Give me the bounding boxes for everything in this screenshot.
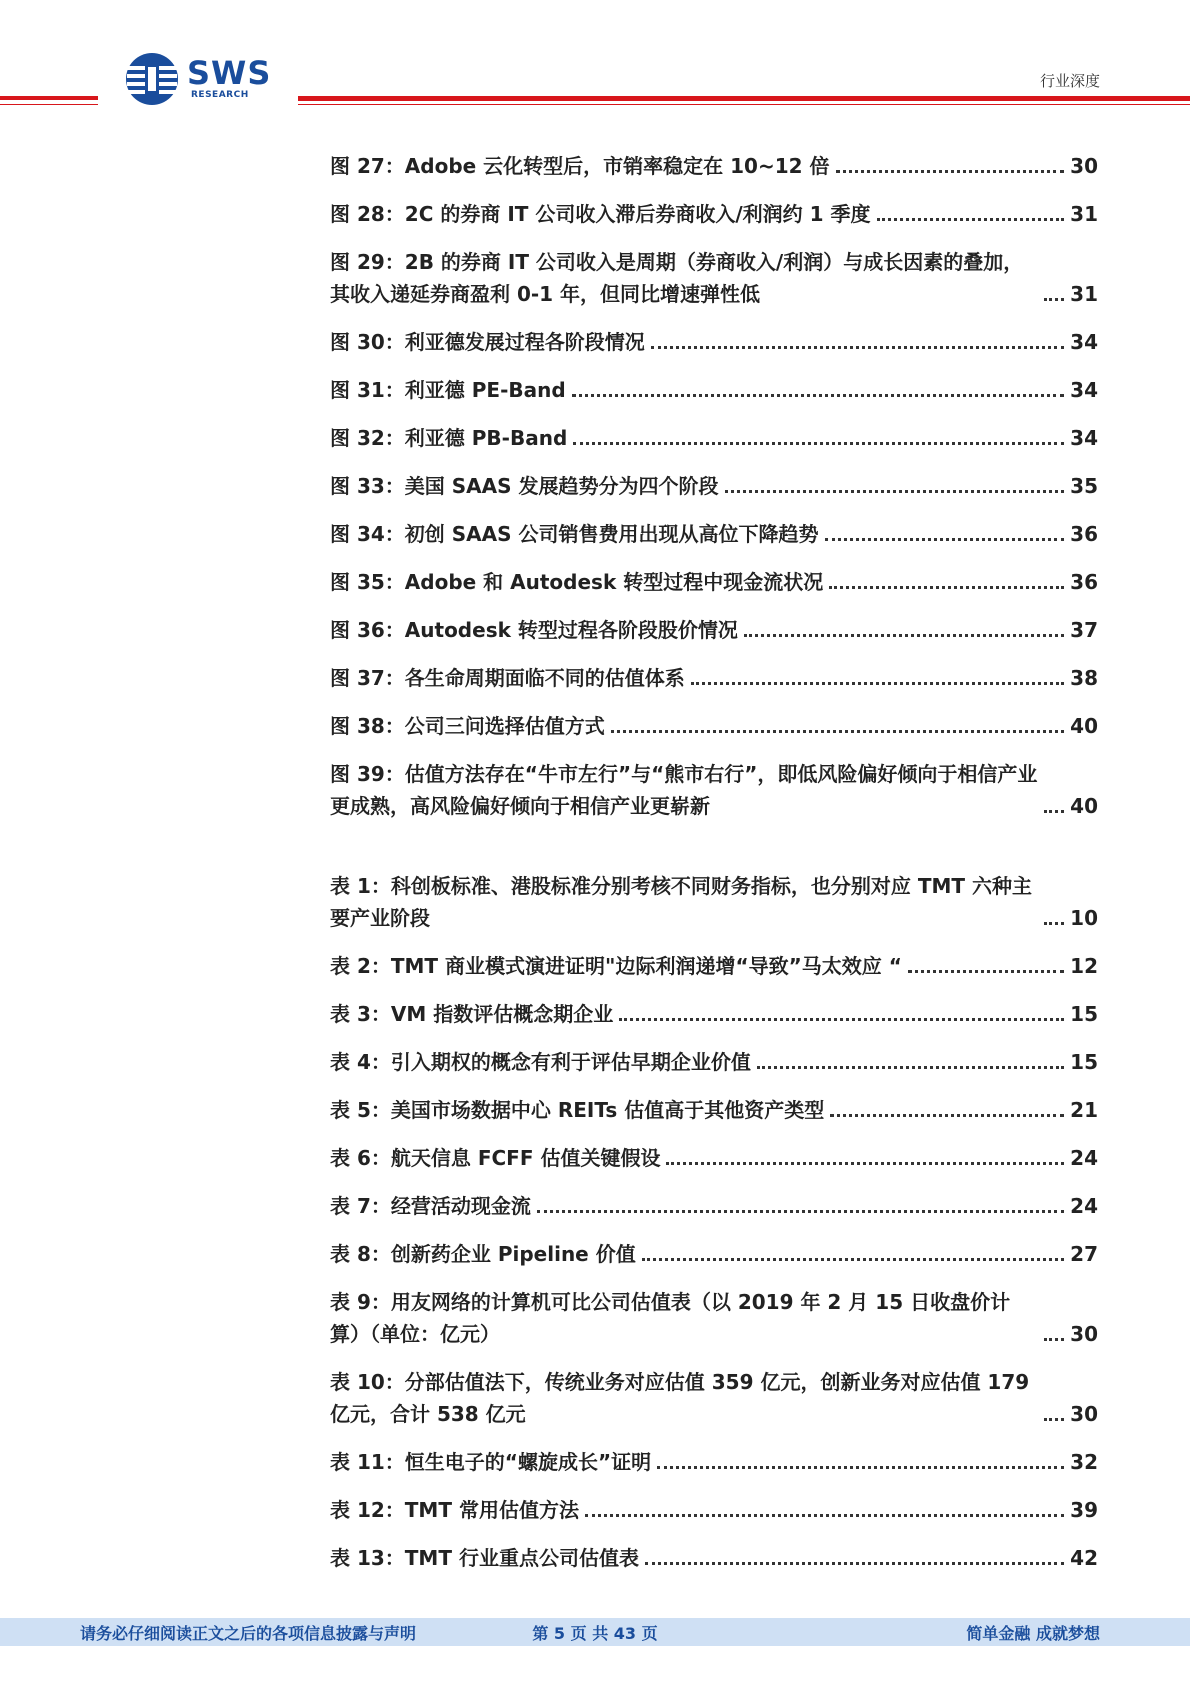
toc-entry[interactable] <box>330 1142 1098 1174</box>
dot-leader <box>744 634 1064 637</box>
section-gap <box>330 838 1098 870</box>
toc-entry[interactable] <box>330 1190 1098 1222</box>
dot-leader <box>611 730 1064 733</box>
toc-entry-title: 图 36：Autodesk 转型过程各阶段股价情况 <box>330 618 738 642</box>
toc-entry-page: 30 <box>1070 1322 1098 1346</box>
dot-leader <box>619 1018 1064 1021</box>
toc-entry-title: 图 37：各生命周期面临不同的估值体系 <box>330 666 685 690</box>
brand-subtitle: RESEARCH <box>191 90 249 100</box>
header-rule-right-thin <box>298 104 1190 105</box>
toc-entry[interactable] <box>330 198 1098 230</box>
toc-entry-page: 10 <box>1070 906 1098 930</box>
dot-leader <box>825 538 1065 541</box>
dot-leader <box>1044 298 1064 301</box>
toc-entry[interactable] <box>330 1046 1098 1078</box>
dot-leader <box>1044 922 1064 925</box>
toc-entry[interactable] <box>330 470 1098 502</box>
header-rule-left-thin <box>0 104 98 105</box>
dot-leader <box>908 970 1064 973</box>
toc-entry-title: 表 5：美国市场数据中心 REITs 估值高于其他资产类型 <box>330 1098 825 1122</box>
dot-leader <box>836 170 1065 173</box>
dot-leader <box>645 1562 1064 1565</box>
toc-entry[interactable] <box>330 518 1098 550</box>
toc-entry[interactable] <box>330 1238 1098 1270</box>
toc-entry[interactable] <box>330 1494 1098 1526</box>
toc-entry-page: 40 <box>1070 794 1098 818</box>
toc-entry-page: 15 <box>1070 1050 1098 1074</box>
toc-entry-page: 36 <box>1070 522 1098 546</box>
toc-entry-title: 图 33：美国 SAAS 发展趋势分为四个阶段 <box>330 474 719 498</box>
dot-leader <box>651 346 1064 349</box>
footer-bar <box>0 1618 1190 1646</box>
toc-entry-title: 表 3：VM 指数评估概念期企业 <box>330 1002 614 1026</box>
toc-entry-page: 36 <box>1070 570 1098 594</box>
toc-entry-page: 37 <box>1070 618 1098 642</box>
table-list <box>330 870 1098 1574</box>
toc-entry-title: 图 31：利亚德 PE-Band <box>330 378 566 402</box>
dot-leader <box>757 1066 1064 1069</box>
toc-entry-title: 表 1：科创板标准、港股标准分别考核不同财务指标，也分别对应 TMT 六种主要产业阶段 <box>330 874 1032 930</box>
dot-leader <box>1044 1418 1064 1421</box>
toc-entry-page: 34 <box>1070 330 1098 354</box>
toc-entry[interactable] <box>330 326 1098 358</box>
toc-entry-page: 35 <box>1070 474 1098 498</box>
toc-entry[interactable] <box>330 710 1098 742</box>
section-label: 行业深度 <box>1039 72 1100 90</box>
dot-leader <box>573 442 1064 445</box>
logo-mark-icon <box>125 52 179 106</box>
toc-entry-page: 30 <box>1070 1402 1098 1426</box>
dot-leader <box>691 682 1064 685</box>
toc-entry-title: 表 2：TMT 商业模式演进证明"边际利润递增“导致”马太效应 “ <box>330 954 902 978</box>
toc-entry-page: 40 <box>1070 714 1098 738</box>
brand-logo <box>125 52 285 112</box>
toc-entry-title: 图 29：2B 的券商 IT 公司收入是周期（券商收入/利润）与成长因素的叠加，其收入递延券商盈利 0-1 年，但同比增速弹性低 <box>330 250 1024 306</box>
dot-leader <box>1044 1338 1064 1341</box>
toc-entry-page: 15 <box>1070 1002 1098 1026</box>
toc-entry-title: 图 32：利亚德 PB-Band <box>330 426 568 450</box>
toc-entry[interactable] <box>330 566 1098 598</box>
toc-entry-page: 21 <box>1070 1098 1098 1122</box>
toc-entry-page: 30 <box>1070 154 1098 178</box>
toc-entry-title: 表 10：分部估值法下，传统业务对应估值 359 亿元，创新业务对应估值 179 亿元，合计 538 亿元 <box>330 1370 1030 1426</box>
toc-entry[interactable] <box>330 998 1098 1030</box>
brand-name: SWS <box>187 54 272 92</box>
dot-leader <box>537 1210 1064 1213</box>
dot-leader <box>666 1162 1064 1165</box>
toc-entry-page: 12 <box>1070 954 1098 978</box>
toc-entry-title: 图 27：Adobe 云化转型后，市销率稳定在 10~12 倍 <box>330 154 830 178</box>
toc-entry-title: 表 12：TMT 常用估值方法 <box>330 1498 579 1522</box>
toc-entry-page: 24 <box>1070 1146 1098 1170</box>
toc-entry-page: 38 <box>1070 666 1098 690</box>
toc-entry[interactable] <box>330 758 1098 822</box>
dot-leader <box>830 1114 1064 1117</box>
toc-entry-page: 39 <box>1070 1498 1098 1522</box>
toc-entry[interactable] <box>330 662 1098 694</box>
toc-entry-page: 31 <box>1070 282 1098 306</box>
toc-entry[interactable] <box>330 950 1098 982</box>
toc-entry-page: 34 <box>1070 426 1098 450</box>
toc-entry-title: 图 30：利亚德发展过程各阶段情况 <box>330 330 645 354</box>
dot-leader <box>657 1466 1064 1469</box>
header-rule-left <box>0 96 98 100</box>
toc-entry-page: 34 <box>1070 378 1098 402</box>
toc-entry-page: 27 <box>1070 1242 1098 1266</box>
toc-entry-title: 图 35：Adobe 和 Autodesk 转型过程中现金流状况 <box>330 570 824 594</box>
header-rule-right <box>298 96 1190 101</box>
toc-entry[interactable] <box>330 614 1098 646</box>
toc-entry[interactable] <box>330 1094 1098 1126</box>
dot-leader <box>725 490 1065 493</box>
toc-entry[interactable] <box>330 1542 1098 1574</box>
toc-entry[interactable] <box>330 422 1098 454</box>
toc-entry-title: 表 7：经营活动现金流 <box>330 1194 531 1218</box>
toc-entry-title: 表 4：引入期权的概念有利于评估早期企业价值 <box>330 1050 751 1074</box>
table-of-contents <box>330 150 1098 1590</box>
footer-disclaimer: 请务必仔细阅读正文之后的各项信息披露与声明 <box>80 1624 417 1643</box>
toc-entry-title: 表 6：航天信息 FCFF 估值关键假设 <box>330 1146 661 1170</box>
toc-entry-title: 表 9：用友网络的计算机可比公司估值表（以 2019 年 2 月 15 日收盘价计算）（单位：亿元） <box>330 1290 1011 1346</box>
dot-leader <box>829 586 1064 589</box>
toc-entry-page: 24 <box>1070 1194 1098 1218</box>
toc-entry[interactable] <box>330 870 1098 934</box>
toc-entry-title: 表 13：TMT 行业重点公司估值表 <box>330 1546 639 1570</box>
toc-entry-page: 42 <box>1070 1546 1098 1570</box>
toc-entry-title: 表 8：创新药企业 Pipeline 价值 <box>330 1242 636 1266</box>
footer-page-info: 第 5 页 共 43 页 <box>532 1624 658 1643</box>
dot-leader <box>1044 810 1064 813</box>
figure-list <box>330 150 1098 822</box>
toc-entry[interactable] <box>330 1366 1098 1430</box>
dot-leader <box>572 394 1064 397</box>
toc-entry-page: 31 <box>1070 202 1098 226</box>
toc-entry-title: 图 28：2C 的券商 IT 公司收入滞后券商收入/利润约 1 季度 <box>330 202 871 226</box>
toc-entry-title: 表 11：恒生电子的“螺旋成长”证明 <box>330 1450 652 1474</box>
toc-entry-page: 32 <box>1070 1450 1098 1474</box>
toc-entry[interactable] <box>330 246 1098 310</box>
toc-entry[interactable] <box>330 374 1098 406</box>
toc-entry[interactable] <box>330 1286 1098 1350</box>
toc-entry-title: 图 34：初创 SAAS 公司销售费用出现从高位下降趋势 <box>330 522 819 546</box>
toc-entry[interactable] <box>330 150 1098 182</box>
dot-leader <box>585 1514 1064 1517</box>
toc-entry-title: 图 38：公司三问选择估值方式 <box>330 714 605 738</box>
toc-entry[interactable] <box>330 1446 1098 1478</box>
footer-slogan: 简单金融 成就梦想 <box>966 1624 1100 1643</box>
dot-leader <box>877 218 1065 221</box>
dot-leader <box>642 1258 1064 1261</box>
toc-entry-title: 图 39：估值方法存在“牛市左行”与“熊市右行”，即低风险偏好倾向于相信产业更成熟，高风险偏好倾向于相信产业更崭新 <box>330 762 1038 818</box>
